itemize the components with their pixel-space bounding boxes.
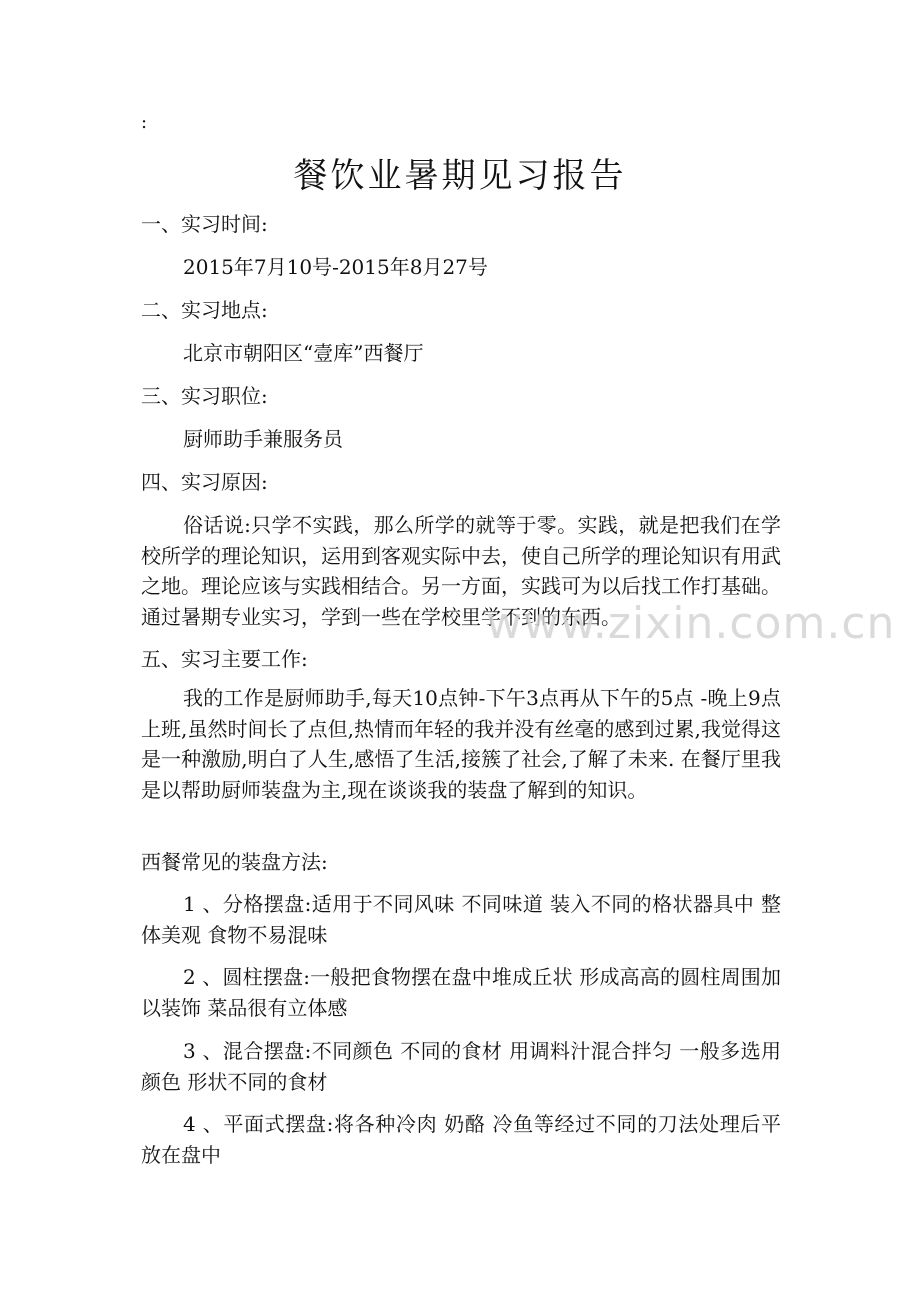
section-heading-work: 五、实习主要工作: [141, 647, 308, 671]
section-heading-methods: 西餐常见的装盘方法: [141, 850, 328, 874]
internship-position: 厨师助手兼服务员 [183, 427, 343, 451]
method-item-1: 1 、分格摆盘:适用于不同风味 不同味道 装入不同的格状器具中 整体美观 食物不易混味 [141, 892, 781, 947]
document-title: 餐饮业暑期见习报告 [293, 156, 627, 196]
method-item-3: 3 、混合摆盘:不同颜色 不同的食材 用调料汁混合拌匀 一般多选用颜色 形状不同的食材 [141, 1039, 781, 1094]
section-heading-position: 三、实习职位: [141, 384, 268, 408]
method-item-4: 4 、平面式摆盘:将各种冷肉 奶酪 冷鱼等经过不同的刀法处理后平放在盘中 [141, 1112, 781, 1167]
watermark: www.zixin.com.cn [486, 598, 896, 649]
internship-place: 北京市朝阳区“壹库”西餐厅 [183, 341, 424, 365]
reason-paragraph: 俗话说:只学不实践，那么所学的就等于零。实践，就是把我们在学校所学的理论知识，运用到客观实际中去，使自己所学的理论知识有用武之地。理论应该与实践相结合。另一方面，实践可为以后找工作打基础。通过暑期专业实习，学到一些在学校里学不到的东西。 [141, 513, 781, 629]
top-mark: : [141, 112, 148, 133]
section-heading-reason: 四、实习原因: [141, 470, 268, 494]
section-heading-time: 一、实习时间: [141, 212, 268, 236]
internship-time: 2015年7月10号-2015年8月27号 [183, 255, 488, 279]
section-heading-place: 二、实习地点: [141, 298, 268, 322]
work-paragraph: 我的工作是厨师助手,每天10点钟-下午3点再从下午的5点 -晚上9点上班,虽然时间长了点但,热情而年轻的我并没有丝毫的感到过累,我觉得这是一种激励,明白了人生,感悟了生活,接簇了社会,了解了未来. 在餐厅里我是以帮助厨师装盘为主,现在谈谈我的装盘了解到的知识。 [141, 686, 781, 802]
method-item-2: 2 、圆柱摆盘:一般把食物摆在盘中堆成丘状 形成高高的圆柱周围加以装饰 菜品很有立体感 [141, 965, 781, 1020]
